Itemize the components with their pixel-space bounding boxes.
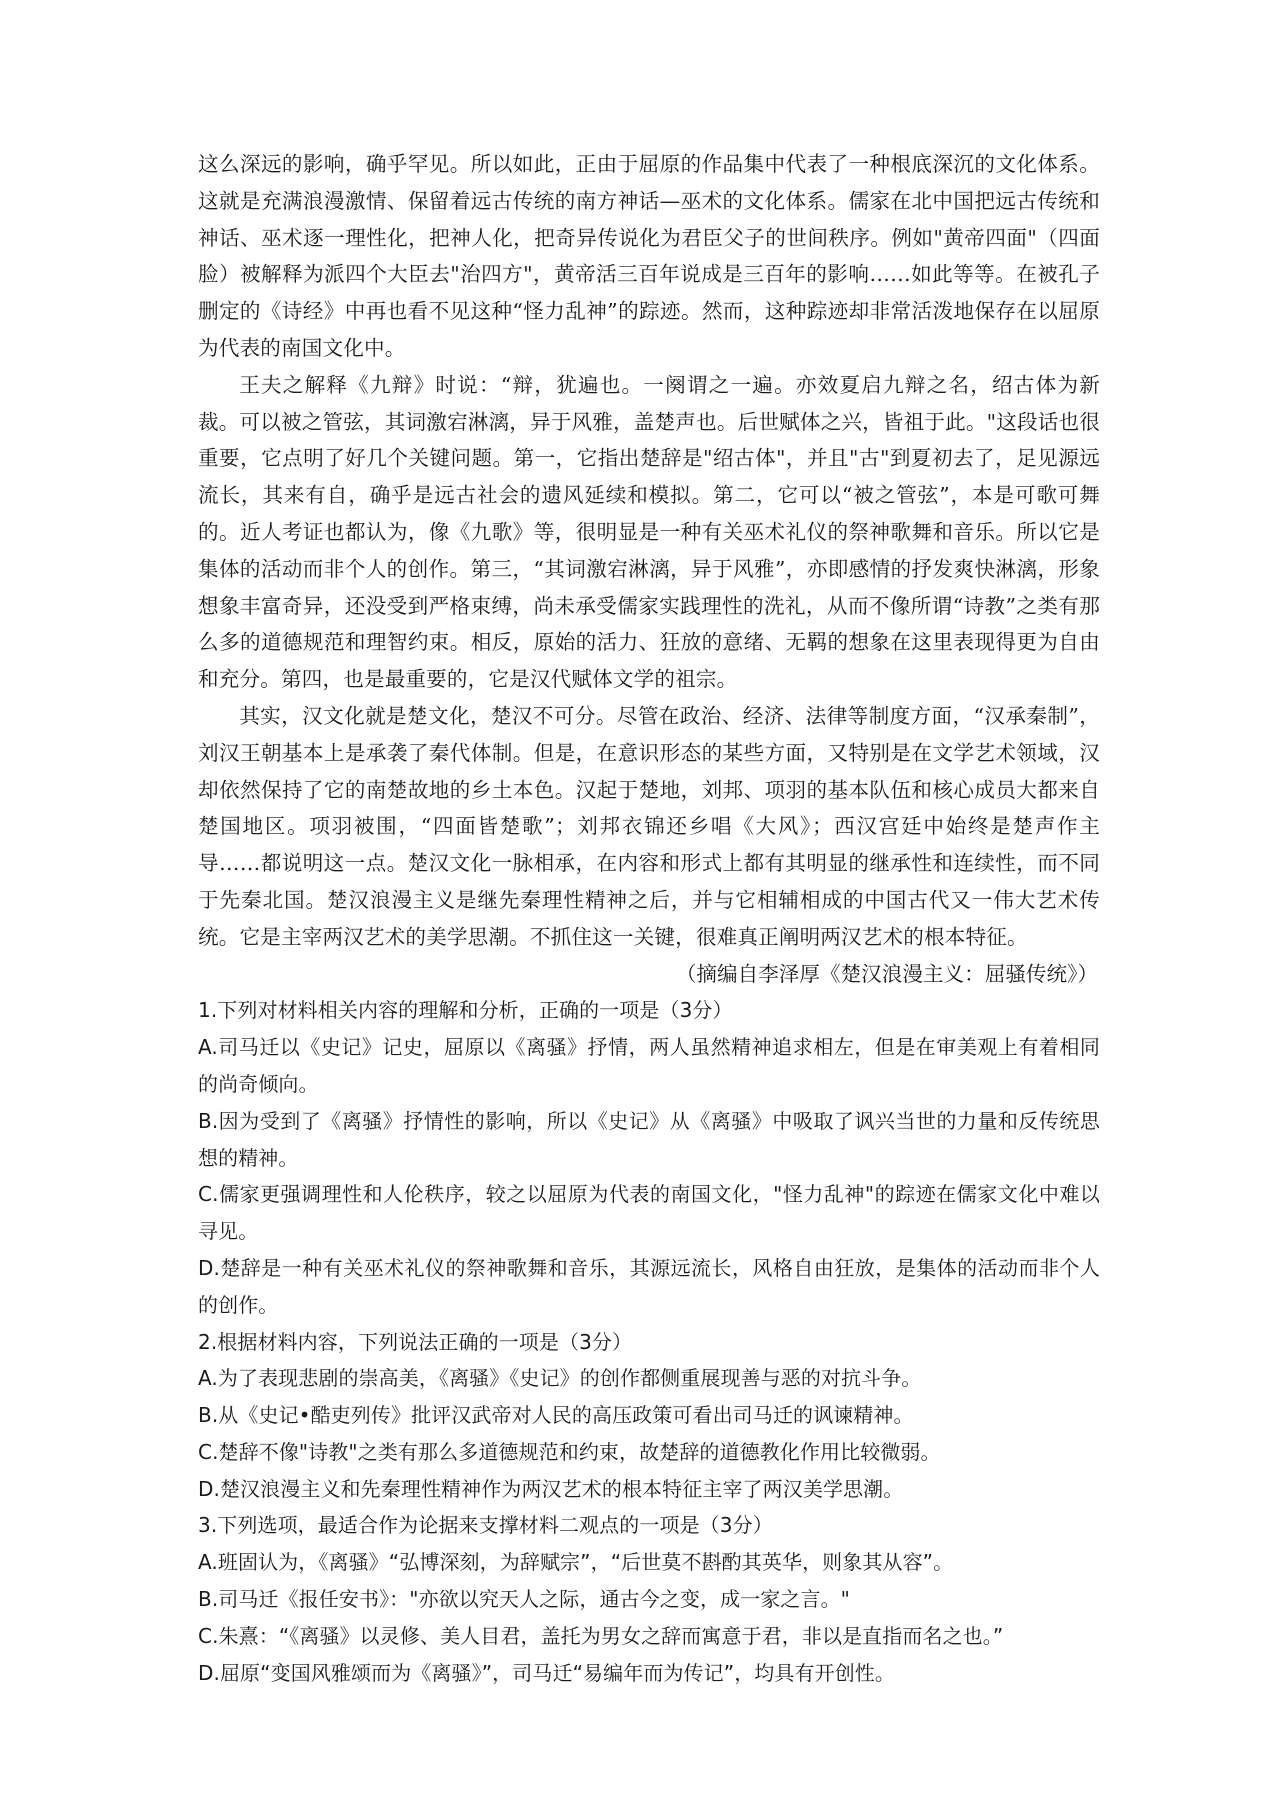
- question-stem: 3.下列选项，最适合作为论据来支撑材料二观点的一项是（3分）: [198, 1513, 773, 1538]
- passage-paragraph-3: 其实，汉文化就是楚文化，楚汉不可分。尽管在政治、经济、法律等制度方面，“汉承秦制”，刘汉王朝基本上是承袭了秦代体制。但是，在意识形态的某些方面，又特别是在文学艺术领域，汉却依然保持了它的南楚故地的乡土本色。汉起于楚地，刘邦、项羽的基本队伍和核心成员大都来自楚国地区。项羽被围，“四面皆楚歌”；刘邦衣锦还乡唱《大风》；西汉宫廷中始终是楚声作主导……都说明这一点。楚汉文化一脉相承，在内容和形式上都有其明显的继承性和连续性，而不同于先秦北国。楚汉浪漫主义是继先秦理性精神之后，并与它相辅相成的中国古代又一伟大艺术传统。它是主宰两汉艺术的美学思潮。不抓住这一关键，很难真正阐明两汉艺术的根本特征。: [198, 703, 1100, 949]
- option-c: C.楚辞不像"诗教"之类有那么多道德规范和约束，故楚辞的道德教化作用比较微弱。: [198, 1439, 941, 1464]
- passage-source: （摘编自李泽厚《楚汉浪漫主义：屈骚传统》）: [675, 961, 1098, 986]
- option-b: B.因为受到了《离骚》抒情性的影响，所以《史记》从《离骚》中吸取了讽兴当世的力量和反传统思想的精神。: [198, 1108, 1100, 1170]
- option-c: C.朱熹：“《离骚》以灵修、美人目君，盖托为男女之辞而寓意于君，非以是直指而名之也。”: [198, 1623, 1004, 1648]
- option-a: A.班固认为，《离骚》“弘博深刻，为辞赋宗”，“后世莫不斟酌其英华，则象其从容”。: [198, 1550, 954, 1575]
- question-3: [198, 1507, 1100, 1691]
- option-b: B.从《史记•酷吏列传》批评汉武帝对人民的高压政策可看出司马迁的讽谏精神。: [198, 1403, 914, 1428]
- option-d: D.屈原“变国风雅颂而为《离骚》”，司马迁“易编年而为传记”，均具有开创性。: [198, 1660, 896, 1685]
- question-1: [198, 992, 1100, 1323]
- passage-paragraph-2: 王夫之解释《九辩》时说：“辩，犹遍也。一阕谓之一遍。亦效夏启九辩之名，绍古体为新裁。可以被之管弦，其词激宕淋漓，异于风雅，盖楚声也。后世赋体之兴，皆祖于此。"这段话也很重要，它点明了好几个关键问题。第一，它指出楚辞是"绍古体"，并且"古"到夏初去了，足见源远流长，其来有自，确乎是远古社会的遗风延续和模拟。第二，它可以“被之管弦”，本是可歌可舞的。近人考证也都认为，像《九歌》等，很明显是一种有关巫术礼仪的祭神歌舞和音乐。所以它是集体的活动而非个人的创作。第三，“其词激宕淋漓，异于风雅”，亦即感情的抒发爽快淋漓，形象想象丰富奇异，还没受到严格束缚，尚未承受儒家实践理性的洗礼，从而不像所谓“诗教”之类有那么多的道德规范和理智约束。相反，原始的活力、狂放的意绪、无羁的想象在这里表现得更为自由和充分。第四，也是最重要的，它是汉代赋体文学的祖宗。: [198, 372, 1100, 692]
- question-stem: 2.根据材料内容，下列说法正确的一项是（3分）: [198, 1329, 633, 1354]
- option-a: A.司马迁以《史记》记史，屈原以《离骚》抒情，两人虽然精神追求相左，但是在审美观上有着相同的尚奇倾向。: [198, 1035, 1100, 1096]
- option-b: B.司马迁《报任安书》："亦欲以究天人之际，通古今之变，成一家之言。": [198, 1587, 850, 1612]
- option-a: A.为了表现悲剧的崇高美，《离骚》《史记》的创作都侧重展现善与恶的对抗斗争。: [198, 1366, 922, 1391]
- option-c: C.儒家更强调理性和人伦秩序，较之以屈原为代表的南国文化，"怪力乱神"的踪迹在儒家文化中难以寻见。: [198, 1182, 1100, 1244]
- reading-passage: [198, 146, 1100, 992]
- option-d: D.楚辞是一种有关巫术礼仪的祭神歌舞和音乐，其源远流长，风格自由狂放，是集体的活动而非个人的创作。: [198, 1255, 1100, 1317]
- question-stem: 1.下列对材料相关内容的理解和分析，正确的一项是（3分）: [198, 998, 733, 1023]
- passage-paragraph-1: 这么深远的影响，确乎罕见。所以如此，正由于屈原的作品集中代表了一种根底深沉的文化体系。这就是充满浪漫激情、保留着远古传统的南方神话—巫术的文化体系。儒家在北中国把远古传统和神话、巫术逐一理性化，把神人化，把奇异传说化为君臣父子的世间秩序。例如"黄帝四面"（四面脸）被解释为派四个大臣去"治四方"，黄帝活三百年说成是三百年的影响……如此等等。在被孔子删定的《诗经》中再也看不见这种“怪力乱神”的踪迹。然而，这种踪迹却非常活泼地保存在以屈原为代表的南国文化中。: [198, 152, 1100, 360]
- option-d: D.楚汉浪漫主义和先秦理性精神作为两汉艺术的根本特征主宰了两汉美学思潮。: [198, 1476, 904, 1501]
- question-2: [198, 1324, 1100, 1508]
